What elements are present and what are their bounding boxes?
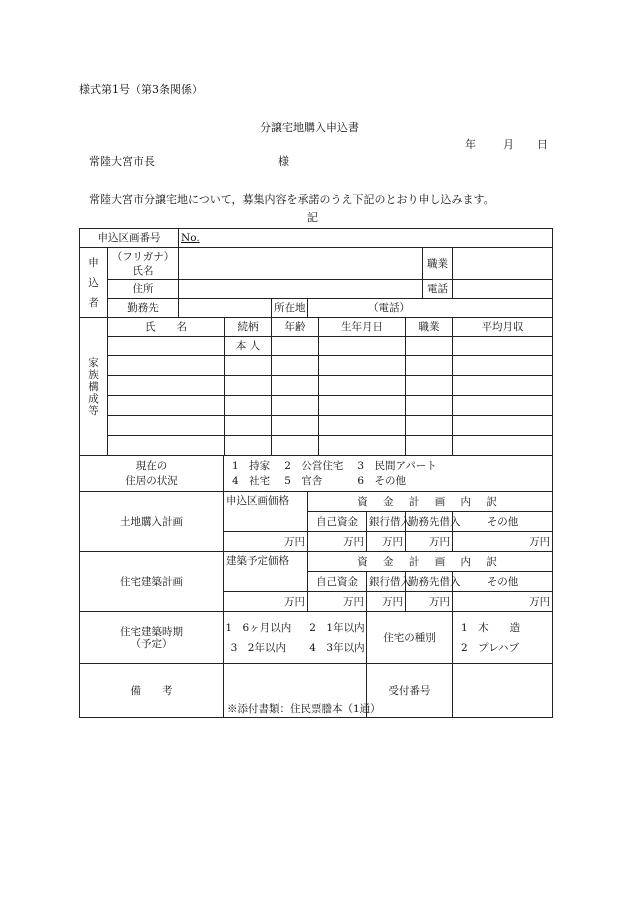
- remarks-field[interactable]: [224, 664, 381, 718]
- land-price-label: 申込区画価格: [224, 492, 308, 532]
- timing-label-line2: （予定）: [130, 637, 173, 650]
- family-relation-self: 本 人: [225, 337, 272, 356]
- location-phone-label: （電話）: [368, 302, 410, 314]
- family-header-name: 氏 名: [108, 318, 225, 337]
- family-header-income: 平均月収: [453, 318, 553, 337]
- applicant-char-3: 者: [88, 296, 99, 309]
- house-type-label: 住宅の種別: [367, 612, 453, 664]
- house-other-unit[interactable]: 万円: [453, 592, 553, 612]
- house-fund-col-other: その他: [453, 572, 553, 592]
- family-char-1: 家: [88, 356, 99, 369]
- land-price-unit[interactable]: 万円: [224, 532, 308, 552]
- lot-number-value[interactable]: No.: [179, 229, 553, 248]
- family-name-cell[interactable]: [108, 376, 225, 396]
- land-fund-col-other: その他: [453, 512, 553, 532]
- land-employer-unit[interactable]: 万円: [406, 532, 453, 552]
- residence-option-other[interactable]: 6 その他: [357, 475, 407, 487]
- applicant-char-2: 込: [88, 276, 99, 289]
- house-price-label: 建築予定価格: [224, 552, 308, 592]
- land-plan-label: 土地購入計画: [80, 492, 224, 552]
- family-char-2: 族: [88, 368, 99, 381]
- application-form-table: [79, 228, 553, 718]
- family-row: [80, 436, 553, 456]
- family-birthdate-cell[interactable]: [319, 376, 406, 396]
- family-income-cell[interactable]: [453, 416, 553, 436]
- timing-label-line1: 住宅建築時期: [120, 625, 183, 638]
- land-own-unit[interactable]: 万円: [308, 532, 367, 552]
- occupation-label: 職業: [423, 248, 453, 280]
- honorific: 様: [278, 155, 289, 168]
- form-title: 分譲宅地購入申込書: [260, 121, 359, 134]
- timing-options: [224, 612, 367, 664]
- receipt-number-field[interactable]: [453, 664, 553, 718]
- residence-label: [80, 456, 224, 492]
- family-relation-cell[interactable]: [225, 436, 272, 456]
- house-price-unit[interactable]: 万円: [224, 592, 308, 612]
- phone-field[interactable]: [453, 280, 553, 299]
- family-name-cell[interactable]: [108, 396, 225, 416]
- residence-option-owned[interactable]: 1 持家: [232, 460, 271, 472]
- receipt-number-label: 受付番号: [367, 664, 453, 718]
- family-age-cell[interactable]: [272, 356, 319, 376]
- location-field[interactable]: [308, 299, 553, 318]
- family-birthdate-cell[interactable]: [319, 416, 406, 436]
- land-other-unit[interactable]: 万円: [453, 532, 553, 552]
- workplace-field[interactable]: [179, 299, 272, 318]
- family-relation-cell[interactable]: [225, 376, 272, 396]
- family-occupation-cell[interactable]: [406, 416, 453, 436]
- house-bank-unit[interactable]: 万円: [367, 592, 406, 612]
- land-bank-unit[interactable]: 万円: [367, 532, 406, 552]
- timing-option-3years[interactable]: 4 3年以内: [309, 641, 365, 654]
- family-row: [80, 337, 553, 356]
- house-fund-col-bank: 銀行借入: [367, 572, 406, 592]
- family-occupation-cell[interactable]: [406, 436, 453, 456]
- family-row: [80, 416, 553, 436]
- land-fund-col-employer: 勤務先借入: [406, 512, 453, 532]
- family-age-cell[interactable]: [272, 376, 319, 396]
- family-name-cell[interactable]: [108, 416, 225, 436]
- name-label: 氏名: [132, 264, 154, 277]
- family-birthdate-cell[interactable]: [319, 436, 406, 456]
- timing-option-6months[interactable]: 1 6ヶ月以内: [225, 621, 292, 634]
- family-age-cell[interactable]: [272, 416, 319, 436]
- attachment-note: ※添付書類：住民票謄本（1通）: [227, 703, 381, 715]
- house-type-options: [453, 612, 553, 664]
- residence-option-company[interactable]: 4 社宅: [232, 475, 271, 487]
- applicant-char-1: 申: [88, 256, 99, 269]
- family-char-3: 構: [88, 380, 99, 393]
- family-row: [80, 376, 553, 396]
- family-relation-cell[interactable]: [225, 416, 272, 436]
- phone-label: 電話: [423, 280, 453, 299]
- house-fund-col-employer: 勤務先借入: [406, 572, 453, 592]
- furigana-label: （フリガナ）: [111, 250, 175, 263]
- ki-label: 記: [307, 211, 318, 224]
- intro-text: 常陸大宮市分譲宅地について，募集内容を承諾のうえ下記のとおり申し込みます。: [89, 193, 495, 206]
- family-income-cell[interactable]: [453, 436, 553, 456]
- address-field[interactable]: [179, 280, 423, 299]
- residence-option-apartment[interactable]: 3 民間アパート: [357, 460, 437, 472]
- house-plan-label: 住宅建築計画: [80, 552, 224, 612]
- location-label: 所在地: [272, 299, 308, 318]
- lot-number-label: 申込区画番号: [80, 229, 179, 248]
- timing-option-1year[interactable]: 2 1年以内: [309, 621, 365, 634]
- family-name-cell[interactable]: [108, 436, 225, 456]
- date-day-label: 日: [537, 138, 548, 151]
- house-own-unit[interactable]: 万円: [308, 592, 367, 612]
- addressee: 常陸大宮市長: [89, 155, 155, 168]
- family-birthdate-cell[interactable]: [319, 396, 406, 416]
- residence-option-official[interactable]: 5 官舎: [284, 475, 323, 487]
- workplace-label: 勤務先: [108, 299, 179, 318]
- applicant-name-field[interactable]: [179, 248, 423, 280]
- house-type-wood[interactable]: 1 木 造: [461, 621, 521, 634]
- land-fund-col-own: 自己資金: [308, 512, 367, 532]
- furigana-name-label: [108, 248, 179, 280]
- family-occupation-cell[interactable]: [406, 376, 453, 396]
- family-header-relation: 続柄: [225, 318, 272, 337]
- land-fund-col-bank: 銀行借入: [367, 512, 406, 532]
- family-birthdate-cell[interactable]: [319, 337, 406, 356]
- family-char-5: 等: [88, 404, 99, 417]
- residence-option-public[interactable]: 2 公営住宅: [284, 460, 344, 472]
- family-row: [80, 396, 553, 416]
- family-occupation-cell[interactable]: [406, 337, 453, 356]
- family-income-cell[interactable]: [453, 376, 553, 396]
- family-income-cell[interactable]: [453, 396, 553, 416]
- house-fund-header: 資 金 計 画 内 訳: [308, 552, 553, 572]
- family-header-age: 年齢: [272, 318, 319, 337]
- family-side-label: [80, 318, 108, 456]
- timing-option-2years[interactable]: 3 2年以内: [230, 641, 286, 654]
- family-name-cell[interactable]: [108, 356, 225, 376]
- family-occupation-cell[interactable]: [406, 356, 453, 376]
- date-year-label: 年: [465, 138, 476, 151]
- applicant-side-label: [80, 248, 108, 318]
- family-income-cell[interactable]: [453, 356, 553, 376]
- address-label: 住所: [108, 280, 179, 299]
- family-occupation-cell[interactable]: [406, 396, 453, 416]
- residence-label-line2: 住居の状況: [125, 474, 178, 487]
- timing-label: [80, 612, 224, 664]
- family-row: [80, 356, 553, 376]
- residence-label-line1: 現在の: [135, 459, 168, 472]
- date-month-label: 月: [503, 138, 514, 151]
- family-char-4: 成: [88, 392, 99, 405]
- land-fund-header: 資 金 計 画 内 訳: [308, 492, 553, 512]
- family-income-cell[interactable]: [453, 337, 553, 356]
- house-type-prefab[interactable]: 2 プレハブ: [461, 641, 520, 654]
- residence-options: [224, 456, 553, 492]
- form-number: 様式第1号（第3条関係）: [79, 83, 203, 96]
- family-header-occupation: 職業: [406, 318, 453, 337]
- family-name-cell[interactable]: [108, 337, 225, 356]
- occupation-field[interactable]: [453, 248, 553, 280]
- house-employer-unit[interactable]: 万円: [406, 592, 453, 612]
- family-header-birthdate: 生年月日: [319, 318, 406, 337]
- family-relation-cell[interactable]: [225, 356, 272, 376]
- family-age-cell[interactable]: [272, 396, 319, 416]
- house-fund-col-own: 自己資金: [308, 572, 367, 592]
- remarks-label: 備 考: [80, 664, 224, 718]
- family-birthdate-cell[interactable]: [319, 356, 406, 376]
- family-relation-cell[interactable]: [225, 396, 272, 416]
- family-age-cell[interactable]: [272, 436, 319, 456]
- family-age-cell[interactable]: [272, 337, 319, 356]
